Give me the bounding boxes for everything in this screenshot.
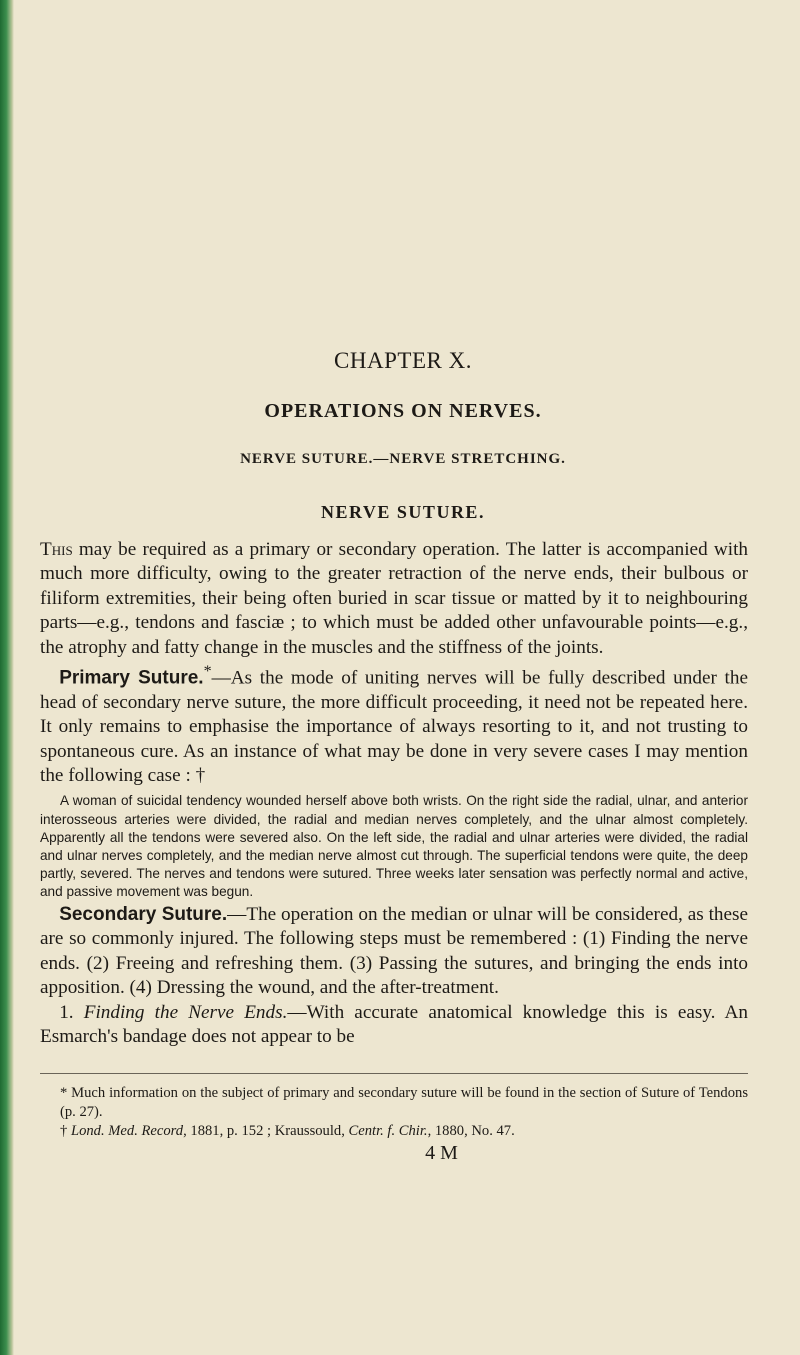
footnote-2-mid: , 1881, p. 152 ; Kraussould,: [183, 1123, 349, 1140]
paragraph-primary-suture: [40, 660, 748, 788]
footnote-2-ref1: Lond. Med. Record: [70, 1123, 184, 1140]
footnote-2: [40, 1122, 748, 1141]
footnote-2-mark: †: [60, 1123, 71, 1140]
section-heading: NERVE SUTURE.: [321, 502, 485, 522]
footnote-2-ref2: Centr. f. Chir.: [348, 1123, 428, 1140]
signature-mark: 4 M: [425, 1142, 458, 1165]
paragraph-finding-nerve-ends: [40, 1001, 748, 1050]
footnote-2-end: , 1880, No. 47.: [427, 1123, 515, 1140]
secondary-suture-text: —The operation on the median or ulnar will be considered, as these are so commonly injured. The following steps must be remembered : (1) Finding the nerve ends. (2) Freeing and refreshing them. (3) Passing the sutures, and bringing the ends into apposition. (4) Dressing the wound, and the after-treatment.: [40, 904, 749, 999]
chapter-title: OPERATIONS ON NERVES.: [264, 400, 542, 422]
footnote-1: * Much information on the subject of primary and secondary suture will be found in the section of Suture of Tendons (p. 27).: [60, 1085, 748, 1121]
primary-suture-heading: Primary Suture.: [59, 667, 204, 689]
intro-text: may be required as a primary or secondary operation. The latter is accompanied with much more difficulty, owing to the greater retraction of the nerve ends, their bulbous or filiform extremities, their being often buried in scar tissue or matted by it to neighbouring parts—e.g., tendons and fasciæ ; to which must be added other unfavourable points—e.g., the atrophy and fatty change in the muscles and the stiffness of the joints.: [40, 539, 748, 658]
body-text: [40, 538, 748, 1166]
finding-nerve-ends-text: —With accurate anatomical knowledge this is easy. An Esmarch's bandage does not appear to be: [40, 1001, 749, 1048]
intro-lead-word: This: [40, 539, 73, 560]
footnote-mark-star: *: [203, 663, 212, 681]
case-report-text: A woman of suicidal tendency wounded herself above both wrists. On the right side the radial, ulnar, and anterior interosseous arteries were divided, the radial and median nerves completely, and the ulnar almost completely. Apparently all the tendons were severed also. On the left side, the radial and ulnar arteries were divided, the radial and ulnar nerves completely, and the median nerve almost cut through. The superficial tendons were quite, the deep partly, severed. The nerves and tendons were sutured. Three weeks later sensation was perfectly normal and active, and passive movement was begun.: [40, 793, 748, 899]
finding-nerve-ends-heading: Finding the Nerve Ends.: [83, 1001, 288, 1023]
case-report: [40, 792, 748, 901]
footnotes: [40, 1084, 748, 1141]
paragraph-intro: [40, 538, 748, 660]
book-spine-edge: [0, 0, 14, 1355]
chapter-subtitle: NERVE SUTURE.—NERVE STRETCHING.: [240, 451, 566, 467]
chapter-number: CHAPTER X.: [334, 348, 472, 373]
footnote-divider: [40, 1073, 748, 1074]
paragraph-secondary-suture: [40, 903, 748, 1001]
primary-suture-text: —As the mode of uniting nerves will be fully described under the head of secondary nerve suture, the more difficult proceeding, it need not be repeated here. It only remains to emphasise the importance of always resorting to it, and not trusting to spontaneous cure. As an instance of what may be done in very severe cases I may mention the following case : †: [40, 667, 748, 787]
step-number: 1.: [59, 1001, 74, 1023]
secondary-suture-heading: Secondary Suture.: [59, 904, 228, 926]
